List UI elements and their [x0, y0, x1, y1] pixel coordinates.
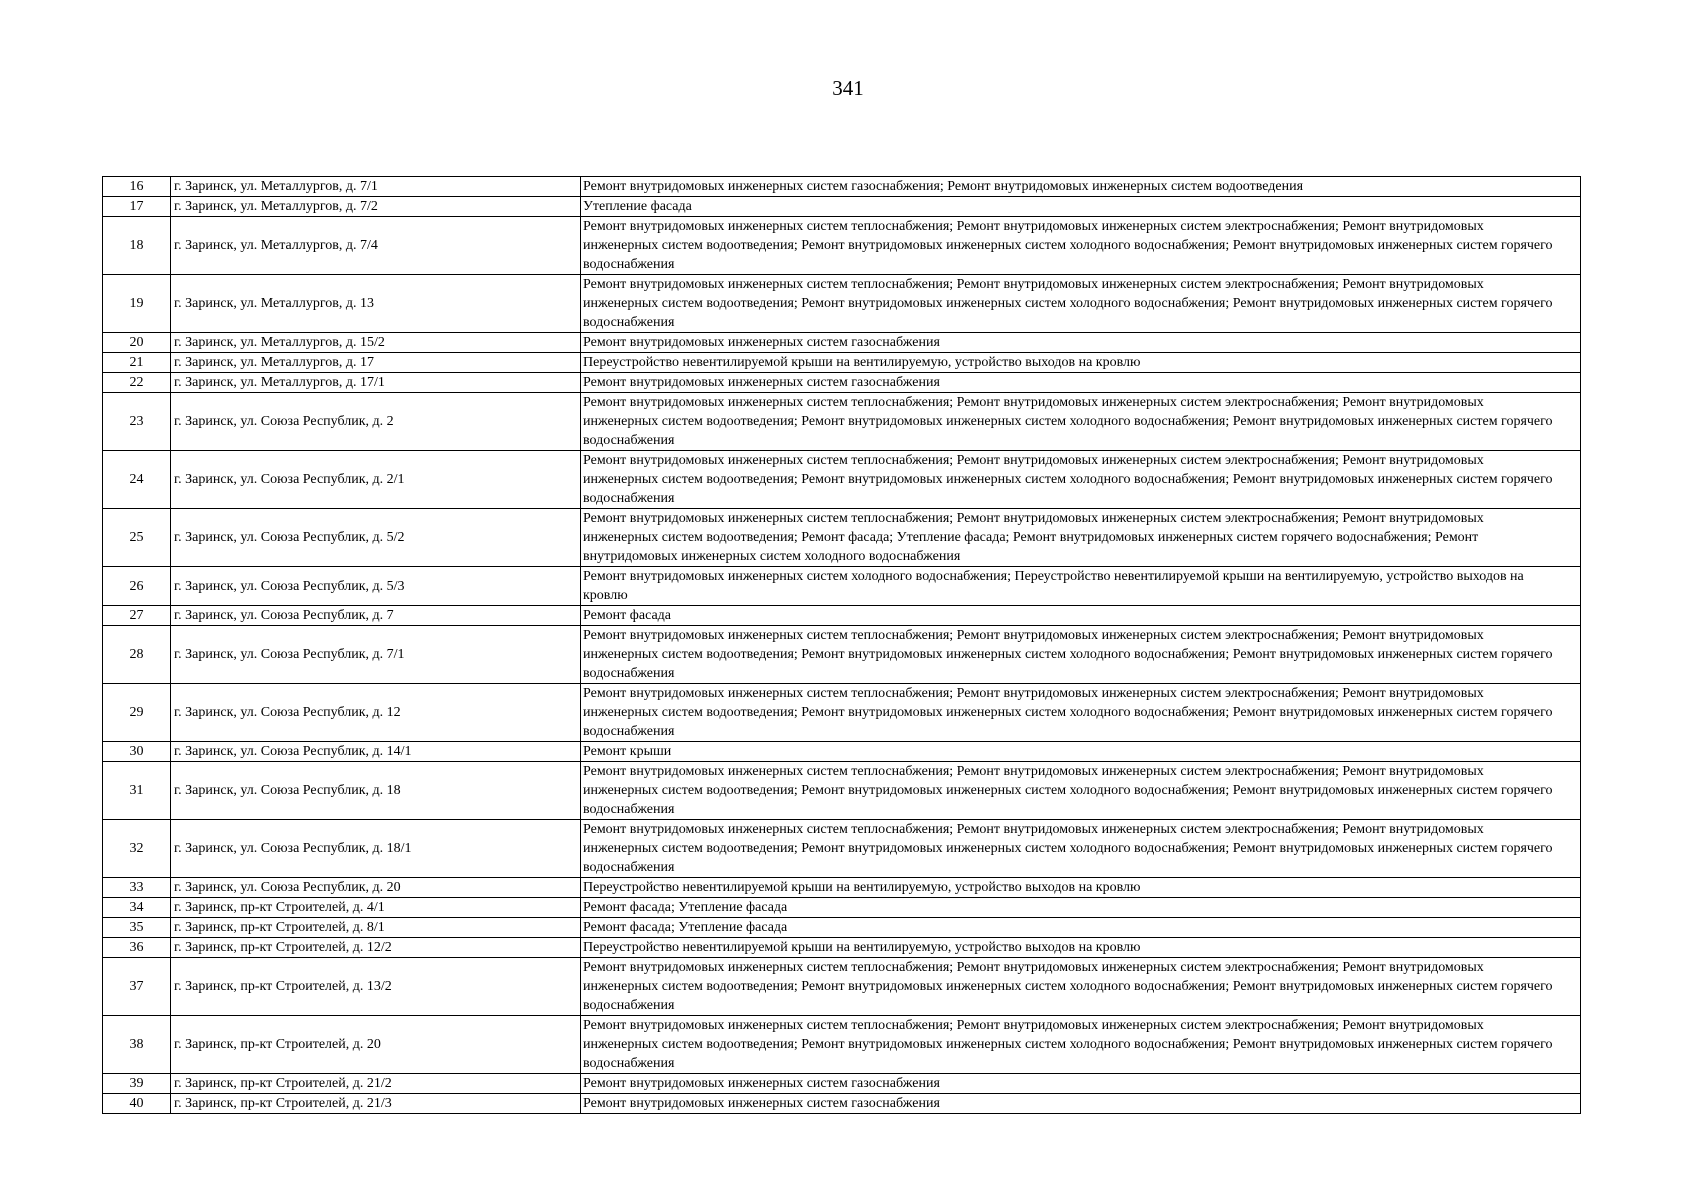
works-cell: Утепление фасада: [581, 197, 1581, 217]
works-cell: Ремонт крыши: [581, 742, 1581, 762]
row-number-cell: 21: [103, 353, 171, 373]
works-cell: Переустройство невентилируемой крыши на вентилируемую, устройство выходов на кровлю: [581, 878, 1581, 898]
table-row: [103, 918, 1581, 938]
works-cell: Ремонт фасада; Утепление фасада: [581, 918, 1581, 938]
table-body: [103, 177, 1581, 1114]
table-row: [103, 898, 1581, 918]
works-cell: Ремонт внутридомовых инженерных систем теплоснабжения; Ремонт внутридомовых инженерных систем электроснабжения; Ремонт внутридомовых инженерных систем водоотведения; Ремонт фасада; Утепление фасада; Ремонт внутридомовых инженерных систем горячего водоснабжения; Ремонт внутридомовых инженерных систем холодного водоснабжения: [581, 509, 1581, 567]
table-row: [103, 938, 1581, 958]
table-row: [103, 567, 1581, 606]
address-cell: г. Заринск, ул. Союза Республик, д. 18: [171, 762, 581, 820]
address-cell: г. Заринск, пр-кт Строителей, д. 13/2: [171, 958, 581, 1016]
row-number-cell: 19: [103, 275, 171, 333]
table-row: [103, 762, 1581, 820]
row-number-cell: 28: [103, 626, 171, 684]
row-number-cell: 24: [103, 451, 171, 509]
address-cell: г. Заринск, пр-кт Строителей, д. 8/1: [171, 918, 581, 938]
row-number-cell: 36: [103, 938, 171, 958]
address-cell: г. Заринск, ул. Союза Республик, д. 5/3: [171, 567, 581, 606]
row-number-cell: 37: [103, 958, 171, 1016]
works-cell: Ремонт внутридомовых инженерных систем теплоснабжения; Ремонт внутридомовых инженерных систем электроснабжения; Ремонт внутридомовых инженерных систем водоотведения; Ремонт внутридомовых инженерных систем холодного водоснабжения; Ремонт внутридомовых инженерных систем горячего водоснабжения: [581, 626, 1581, 684]
address-cell: г. Заринск, ул. Металлургов, д. 17/1: [171, 373, 581, 393]
table-row: [103, 626, 1581, 684]
row-number-cell: 16: [103, 177, 171, 197]
address-cell: г. Заринск, ул. Союза Республик, д. 7/1: [171, 626, 581, 684]
row-number-cell: 31: [103, 762, 171, 820]
works-cell: Ремонт внутридомовых инженерных систем теплоснабжения; Ремонт внутридомовых инженерных систем электроснабжения; Ремонт внутридомовых инженерных систем водоотведения; Ремонт внутридомовых инженерных систем холодного водоснабжения; Ремонт внутридомовых инженерных систем горячего водоснабжения: [581, 958, 1581, 1016]
address-cell: г. Заринск, ул. Металлургов, д. 7/1: [171, 177, 581, 197]
row-number-cell: 25: [103, 509, 171, 567]
table-row: [103, 1016, 1581, 1074]
works-cell: Ремонт внутридомовых инженерных систем теплоснабжения; Ремонт внутридомовых инженерных систем электроснабжения; Ремонт внутридомовых инженерных систем водоотведения; Ремонт внутридомовых инженерных систем холодного водоснабжения; Ремонт внутридомовых инженерных систем горячего водоснабжения: [581, 275, 1581, 333]
address-cell: г. Заринск, ул. Союза Республик, д. 20: [171, 878, 581, 898]
table-row: [103, 1094, 1581, 1114]
table-row: [103, 878, 1581, 898]
address-cell: г. Заринск, ул. Союза Республик, д. 18/1: [171, 820, 581, 878]
address-cell: г. Заринск, ул. Союза Республик, д. 2: [171, 393, 581, 451]
table-row: [103, 1074, 1581, 1094]
works-cell: Ремонт внутридомовых инженерных систем газоснабжения; Ремонт внутридомовых инженерных систем водоотведения: [581, 177, 1581, 197]
table-row: [103, 353, 1581, 373]
address-cell: г. Заринск, ул. Союза Республик, д. 12: [171, 684, 581, 742]
works-cell: Ремонт внутридомовых инженерных систем газоснабжения: [581, 1094, 1581, 1114]
works-cell: Ремонт внутридомовых инженерных систем теплоснабжения; Ремонт внутридомовых инженерных систем электроснабжения; Ремонт внутридомовых инженерных систем водоотведения; Ремонт внутридомовых инженерных систем холодного водоснабжения; Ремонт внутридомовых инженерных систем горячего водоснабжения: [581, 820, 1581, 878]
works-cell: Переустройство невентилируемой крыши на вентилируемую, устройство выходов на кровлю: [581, 938, 1581, 958]
row-number-cell: 27: [103, 606, 171, 626]
address-cell: г. Заринск, ул. Металлургов, д. 7/2: [171, 197, 581, 217]
works-cell: Ремонт внутридомовых инженерных систем газоснабжения: [581, 1074, 1581, 1094]
table-row: [103, 509, 1581, 567]
row-number-cell: 29: [103, 684, 171, 742]
address-cell: г. Заринск, ул. Союза Республик, д. 2/1: [171, 451, 581, 509]
row-number-cell: 30: [103, 742, 171, 762]
works-cell: Ремонт фасада; Утепление фасада: [581, 898, 1581, 918]
address-cell: г. Заринск, ул. Металлургов, д. 15/2: [171, 333, 581, 353]
works-cell: Ремонт внутридомовых инженерных систем газоснабжения: [581, 373, 1581, 393]
works-cell: Ремонт фасада: [581, 606, 1581, 626]
address-cell: г. Заринск, пр-кт Строителей, д. 4/1: [171, 898, 581, 918]
table-row: [103, 393, 1581, 451]
works-cell: Ремонт внутридомовых инженерных систем теплоснабжения; Ремонт внутридомовых инженерных систем электроснабжения; Ремонт внутридомовых инженерных систем водоотведения; Ремонт внутридомовых инженерных систем холодного водоснабжения; Ремонт внутридомовых инженерных систем горячего водоснабжения: [581, 1016, 1581, 1074]
address-cell: г. Заринск, ул. Союза Республик, д. 7: [171, 606, 581, 626]
address-cell: г. Заринск, пр-кт Строителей, д. 21/2: [171, 1074, 581, 1094]
row-number-cell: 18: [103, 217, 171, 275]
row-number-cell: 20: [103, 333, 171, 353]
works-cell: Ремонт внутридомовых инженерных систем газоснабжения: [581, 333, 1581, 353]
table-row: [103, 606, 1581, 626]
address-cell: г. Заринск, ул. Союза Республик, д. 5/2: [171, 509, 581, 567]
row-number-cell: 32: [103, 820, 171, 878]
row-number-cell: 39: [103, 1074, 171, 1094]
table-row: [103, 742, 1581, 762]
table-row: [103, 217, 1581, 275]
address-cell: г. Заринск, ул. Металлургов, д. 7/4: [171, 217, 581, 275]
address-cell: г. Заринск, ул. Металлургов, д. 17: [171, 353, 581, 373]
page-number: 341: [832, 76, 864, 100]
address-cell: г. Заринск, пр-кт Строителей, д. 20: [171, 1016, 581, 1074]
address-cell: г. Заринск, ул. Металлургов, д. 13: [171, 275, 581, 333]
works-cell: Ремонт внутридомовых инженерных систем теплоснабжения; Ремонт внутридомовых инженерных систем электроснабжения; Ремонт внутридомовых инженерных систем водоотведения; Ремонт внутридомовых инженерных систем холодного водоснабжения; Ремонт внутридомовых инженерных систем горячего водоснабжения: [581, 217, 1581, 275]
works-cell: Ремонт внутридомовых инженерных систем теплоснабжения; Ремонт внутридомовых инженерных систем электроснабжения; Ремонт внутридомовых инженерных систем водоотведения; Ремонт внутридомовых инженерных систем холодного водоснабжения; Ремонт внутридомовых инженерных систем горячего водоснабжения: [581, 762, 1581, 820]
works-cell: Ремонт внутридомовых инженерных систем теплоснабжения; Ремонт внутридомовых инженерных систем электроснабжения; Ремонт внутридомовых инженерных систем водоотведения; Ремонт внутридомовых инженерных систем холодного водоснабжения; Ремонт внутридомовых инженерных систем горячего водоснабжения: [581, 393, 1581, 451]
row-number-cell: 33: [103, 878, 171, 898]
works-cell: Переустройство невентилируемой крыши на вентилируемую, устройство выходов на кровлю: [581, 353, 1581, 373]
row-number-cell: 23: [103, 393, 171, 451]
row-number-cell: 40: [103, 1094, 171, 1114]
row-number-cell: 34: [103, 898, 171, 918]
table-row: [103, 684, 1581, 742]
table-row: [103, 373, 1581, 393]
address-cell: г. Заринск, ул. Союза Республик, д. 14/1: [171, 742, 581, 762]
table-row: [103, 333, 1581, 353]
table-row: [103, 197, 1581, 217]
row-number-cell: 38: [103, 1016, 171, 1074]
row-number-cell: 35: [103, 918, 171, 938]
works-cell: Ремонт внутридомовых инженерных систем теплоснабжения; Ремонт внутридомовых инженерных систем электроснабжения; Ремонт внутридомовых инженерных систем водоотведения; Ремонт внутридомовых инженерных систем холодного водоснабжения; Ремонт внутридомовых инженерных систем горячего водоснабжения: [581, 684, 1581, 742]
address-cell: г. Заринск, пр-кт Строителей, д. 12/2: [171, 938, 581, 958]
row-number-cell: 26: [103, 567, 171, 606]
address-cell: г. Заринск, пр-кт Строителей, д. 21/3: [171, 1094, 581, 1114]
table-row: [103, 820, 1581, 878]
works-cell: Ремонт внутридомовых инженерных систем холодного водоснабжения; Переустройство невентилируемой крыши на вентилируемую, устройство выходов на кровлю: [581, 567, 1581, 606]
table-row: [103, 275, 1581, 333]
works-cell: Ремонт внутридомовых инженерных систем теплоснабжения; Ремонт внутридомовых инженерных систем электроснабжения; Ремонт внутридомовых инженерных систем водоотведения; Ремонт внутридомовых инженерных систем холодного водоснабжения; Ремонт внутридомовых инженерных систем горячего водоснабжения: [581, 451, 1581, 509]
table-row: [103, 958, 1581, 1016]
table-row: [103, 177, 1581, 197]
works-table: [102, 176, 1581, 1114]
row-number-cell: 22: [103, 373, 171, 393]
table-row: [103, 451, 1581, 509]
row-number-cell: 17: [103, 197, 171, 217]
